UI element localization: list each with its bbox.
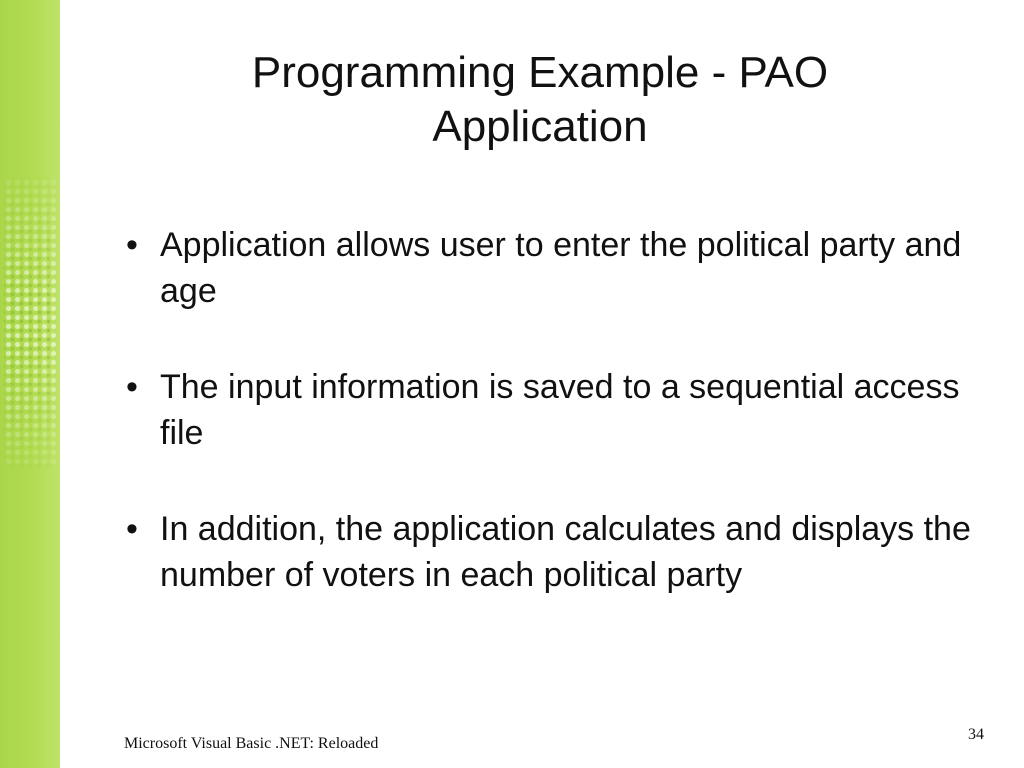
bullet-text: The input information is saved to a sequential access file <box>160 368 960 452</box>
footer-text: Microsoft Visual Basic .NET: Reloaded <box>124 735 379 752</box>
bullet-item <box>118 506 988 598</box>
bullet-item <box>118 364 988 456</box>
bullet-text: In addition, the application calculates and displays the number of voters in each political party <box>160 510 971 594</box>
bullet-item <box>118 222 988 314</box>
bullet-text: Application allows user to enter the political party and age <box>160 226 962 310</box>
bullet-list <box>118 222 988 648</box>
bullet-marker: • <box>126 226 138 264</box>
slide-title-line-2: Application <box>432 102 648 151</box>
slide-title-line-1: Programming Example - PAO <box>251 48 829 97</box>
page-number: 34 <box>968 726 984 743</box>
slide-title <box>130 46 950 154</box>
decorative-dot-pattern-shadow <box>4 178 56 468</box>
bullet-marker: • <box>126 368 138 406</box>
decorative-side-band <box>0 0 60 768</box>
bullet-marker: • <box>126 510 138 548</box>
